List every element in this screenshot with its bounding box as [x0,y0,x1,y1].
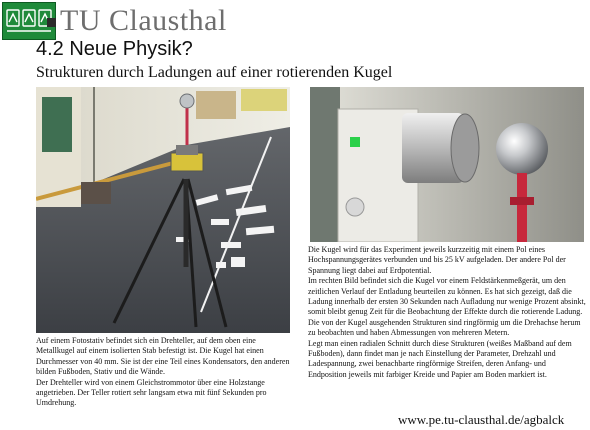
page-subtitle: Strukturen durch Ladungen auf einer rotierenden Kugel [36,64,393,81]
caption-left-paragraph: Der Drehteller wird von einem Gleichstrommotor über eine Holzstange angetrieben. Der Teller rotiert sehr langsam etwa mit fünf Sekunden pro Umdrehung. [36,377,267,408]
section-title: 4.2 Neue Physik? [36,38,193,60]
brand-name: TU Clausthal [60,4,227,37]
caption-right [308,245,586,380]
caption-left [36,336,292,409]
footer-url: www.pe.tu-clausthal.de/agbalck [398,412,565,427]
caption-right-paragraph: Im rechten Bild befindet sich die Kugel vor einem Feldstärkenmeßgerät, um den zeitlichen Verlauf der Entladung beurteilen zu können. Es hat sich gezeigt, daß die Ladung innerhalb der ersten 30 Sekunden nach Aufladung nur wenige Prozent absinkt, somit bleibt genug Zeit für die Beobachtung der Effekte durch die rotierende Ladung. [308,276,586,317]
caption-left-paragraph: Auf einem Fotostativ befindet sich ein Drehteller, auf dem oben eine Metallkugel auf einem isolierten Stab befestigt ist. Die Kugel hat einen Durchmesser von 40 mm. Sie ist der eine Teil eines Kondensators, den anderen bilden Fußboden, Stativ und die Wände. [36,336,290,377]
brand-square [47,18,56,27]
caption-right-paragraph: Die Kugel wird für das Experiment jeweils kurzzeitig mit einem Pol eines Hochspannungsgerätes verbunden und bis 25 kV aufgeladen. Der andere Pol der Spannung liegt dabei auf Erdpotential. [308,245,566,275]
photo-charged-sphere-field-meter [310,87,584,242]
photo-tripod-rotating-table [36,87,290,333]
caption-right-paragraph: Die von der Kugel ausgehenden Strukturen sind ringförmig um die Drehachse herum zu beobachten und haben Abmessungen von mehreren Metern. [308,317,581,338]
caption-right-paragraph: Legt man einen radialen Schnitt durch diese Strukturen (weißes Maßband auf dem Fußboden), dann findet man je nach Einstellung der Parameter, Drehzahl und Ladespannung, zwei benachbarte ringförmige Streifen, deren Anfang- und Endposition jeweils mit farbiger Kreide und Papier am Boden markiert ist. [308,338,572,379]
